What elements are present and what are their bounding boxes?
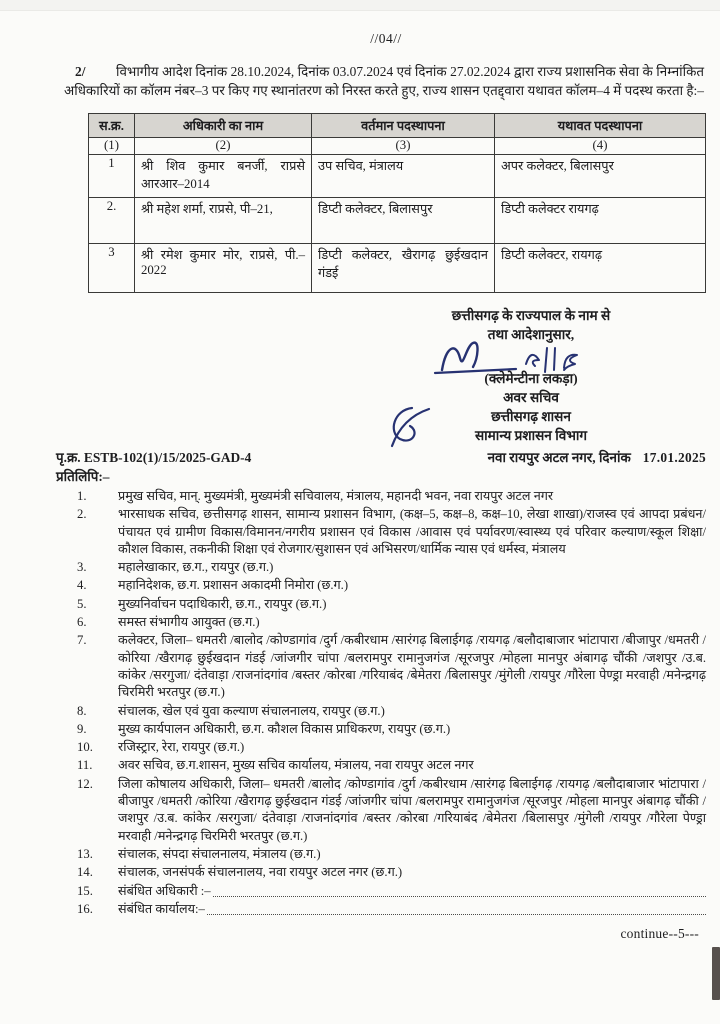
intro-paragraph [64,63,704,100]
reference-row [56,448,706,466]
cell-restored-posting: अपर कलेक्टर, बिलासपुर [495,155,706,198]
place-label: नवा रायपुर अटल नगर, दिनांक [487,450,631,465]
signatory-designation: अवर सचिव [503,390,559,405]
cell-restored-posting: डिप्टी कलेक्टर, रायगढ़ [495,244,706,293]
cell-serial: 3 [89,244,135,293]
list-item: 12. जिला कोषालय अधिकारी, जिला– धमतरी /बालोद /कोण्डागांव /दुर्ग /कबीरधाम /सारंगढ़ बिलाईगढ़ /रायगढ़ /बलौदाबाजार भांटापारा /बीजापुर /धमतरी /कोरिया /खैरागढ़ छुईखदान गंडई /जांजगीर चांपा /बलरामपुर रामानुजगंज /सूरजपुर /मोहला मानपुर अंबागढ़ चौंकी /जशपुर /उ.ब. कांकेर /सरगुजा/ दंतेवाड़ा /राजनांदगांव /बस्तर /कोरबा /गरियाबंद /बेमेतरा /बिलासपुर /मुंगेली /रायपुर /गौरेला पेण्ड्रा मरवाही /मनेन्द्रगढ़ चिरमिरी भरतपुर (छ.ग.) [77,776,706,843]
signatory-department: सामान्य प्रशासन विभाग [474,428,588,443]
list-item: 14. संचालक, जनसंपर्क संचालनालय, नवा रायपुर अटल नगर (छ.ग.) [77,865,403,880]
list-item: 11. अवर सचिव, छ.ग.शासन, मुख्य सचिव कार्यालय, मंत्रालय, नवा रायपुर अटल नगर [77,758,474,773]
list-item: 13. संचालक, संपदा संचालनालय, मंत्रालय (छ.ग.) [77,846,321,861]
cell-serial: 2. [89,198,135,244]
cell-current-posting: डिप्टी कलेक्टर, बिलासपुर [312,198,495,244]
scan-top-strip [0,0,720,11]
intro-text: विभागीय आदेश दिनांक 28.10.2024, दिनांक 03.07.2024 एवं दिनांक 27.02.2024 द्वारा राज्य प्रशासनिक सेवा के निम्नांकित अधिकारियों का कॉलम नंबर–3 पर किए गए स्थानांतरण को निरस्त करते हुए, राज्य शासन एतद्द्वारा यथावत कॉलम–4 में पदस्थ करता है:– [64,64,704,98]
dotted-fill-line [207,901,706,915]
list-item: 1. प्रमुख सचिव, मान्. मुख्यमंत्री, मुख्यमंत्री सचिवालय, मंत्रालय, महानदी भवन, नवा रायपुर अटल नगर [77,489,554,503]
table-row [89,155,706,198]
list-item: 8. संचालक, खेल एवं युवा कल्याण संचालनालय, रायपुर (छ.ग.) [77,703,385,718]
copy-to-label: प्रतिलिपि:– [56,469,110,484]
list-item: 9. मुख्य कार्यपालन अधिकारी, छ.ग. कौशल विकास प्राधिकरण, रायपुर (छ.ग.) [77,721,451,736]
handwritten-initials-icon [382,402,432,448]
column-number: (4) [495,138,706,155]
cell-officer-name: श्री शिव कुमार बनर्जी, राप्रसे आरआर–2014 [135,155,312,198]
table-row [89,244,706,293]
table-header-row [89,114,706,138]
column-number: (1) [89,138,135,155]
header-restored-posting: यथावत पदस्थापना [495,114,706,138]
transfer-order-table [88,113,706,293]
place-date-line [488,448,706,466]
column-number: (3) [312,138,495,155]
list-item: 6. समस्त संभागीय आयुक्त (छ.ग.) [77,615,260,630]
scan-edge-artifact [712,947,720,1000]
page-number: //04// [370,31,402,46]
header-serial: स.क्र. [89,114,135,138]
dotted-fill-line [213,883,706,897]
cell-officer-name: श्री महेश शर्मा, राप्रसे, पी–21, [135,198,312,244]
list-item: 5. मुख्यनिर्वाचन पदाधिकारी, छ.ग., रायपुर (छ.ग.) [77,596,327,611]
reference-number: पृ.क्र. ESTB-102(1)/15/2025-GAD-4 [56,450,252,465]
signature-block [370,306,692,445]
header-officer-name: अधिकारी का नाम [135,114,312,138]
distribution-list [60,488,706,918]
cell-officer-name: श्री रमेश कुमार मोर, राप्रसे, पी.–2022 [135,244,312,293]
cell-restored-posting: डिप्टी कलेक्टर रायगढ़ [495,198,706,244]
on-behalf-line: छत्तीसगढ़ के राज्यपाल के नाम से [451,308,611,323]
table-row [89,198,706,244]
header-current-posting: वर्तमान पदस्थापना [312,114,495,138]
signatory-government: छत्तीसगढ़ शासन [491,409,571,424]
column-number: (2) [135,138,312,155]
list-item: 2. भारसाधक सचिव, छत्तीसगढ़ शासन, सामान्य प्रशासन विभाग, (कक्ष–5, कक्ष–8, कक्ष–10, लेखा शाखा)/राजस्व एवं आपदा प्रबंधन/पंचायत एवं ग्रामीण विकास/विमानन/नगरीय प्रशासन एवं विकास /आवास एवं पर्यावरण/स्वास्थ्य एवं परिवार कल्याण/स्कूल शिक्षा/ कौशल विकास, तकनीकी शिक्षा एवं रोजगार/सुशासन एवं अभिसरण/धार्मिक न्यास एवं धर्मस्व, मंत्रालय [77,507,706,556]
list-item: 15. संबंधित अधिकारी :– [60,883,706,900]
handwritten-signature-icon [432,334,610,382]
order-date: 17.01.2025 [642,450,706,465]
cell-current-posting: उप सचिव, मंत्रालय [312,155,495,198]
continue-note: continue--5--- [620,926,699,942]
column-number-row [89,138,706,155]
list-item: 3. महालेखाकार, छ.ग., रायपुर (छ.ग.) [77,560,274,575]
on-behalf-line: तथा आदेशानुसार, [487,327,575,342]
list-item: 4. महानिदेशक, छ.ग. प्रशासन अकादमी निमोरा (छ.ग.) [77,578,349,593]
list-item: 16. संबंधित कार्यालय:– [60,901,706,918]
cell-current-posting: डिप्टी कलेक्टर, खैरागढ़ छुईखदान गंडई [312,244,495,293]
signatory-name: (क्लेमेन्टीना लकड़ा) [484,371,578,386]
list-item: 7. कलेक्टर, जिला– धमतरी /बालोद /कोण्डागांव /दुर्ग /कबीरधाम /सारंगढ़ बिलाईगढ़ /रायगढ़ /बलौदाबाजार भांटापारा /बीजापुर /धमतरी /कोरिया /खैरागढ़ छुईखदान गंडई /जांजगीर चांपा /बलरामपुर रामानुजगंज /सूरजपुर /मोहला मानपुर अंबागढ़ चौंकी /जशपुर /उ.ब. कांकेर /सरगुजा/ दंतेवाड़ा /राजनांदगांव /बस्तर /कोरबा /गरियाबंद /बेमेतरा /बिलासपुर /मुंगेली /रायपुर /गौरेला पेण्ड्रा मरवाही /मनेन्द्रगढ़ चिरमिरी भरतपुर (छ.ग.) [77,633,706,700]
cell-serial: 1 [89,155,135,198]
clause-number: 2/ [75,64,86,79]
list-item: 10. रजिस्ट्रार, रेरा, रायपुर (छ.ग.) [77,740,245,755]
